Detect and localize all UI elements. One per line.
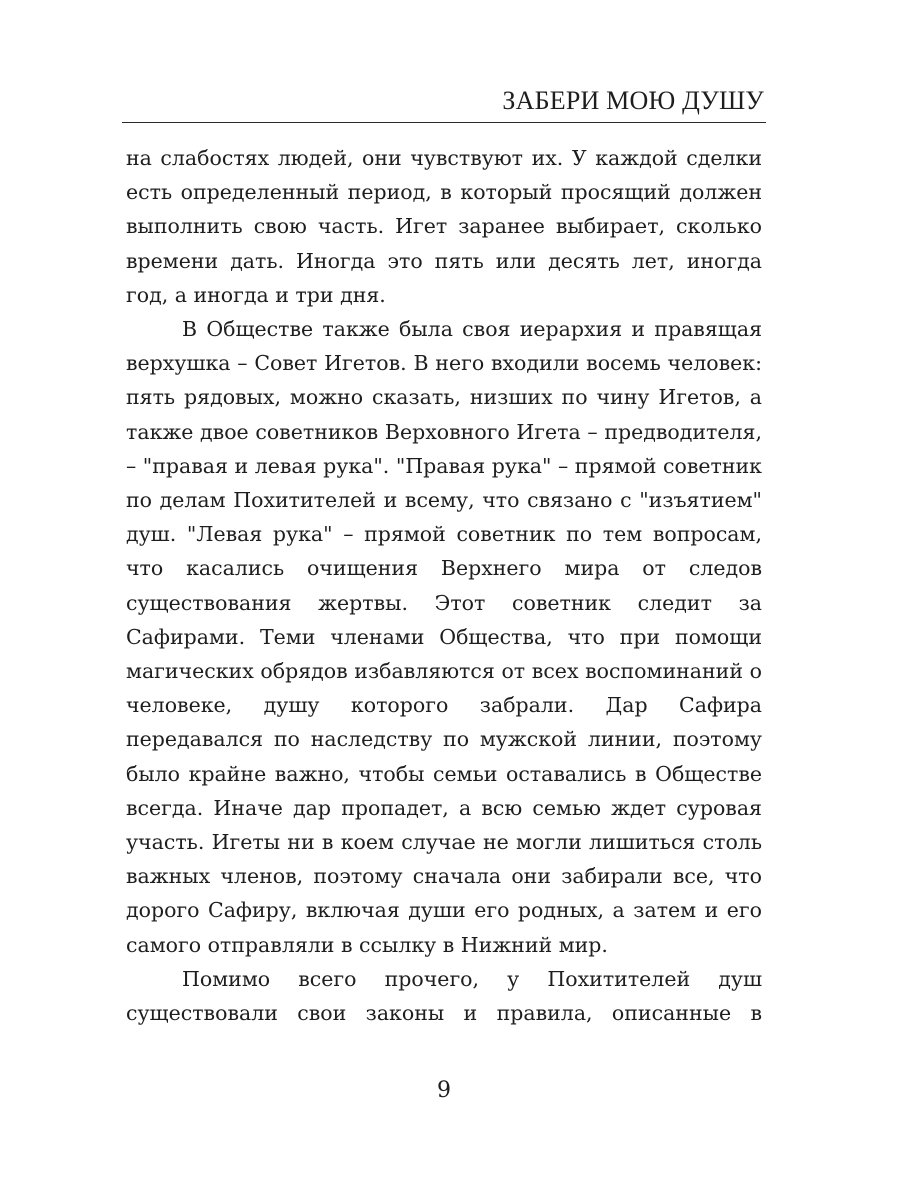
paragraph-hierarchy: В Обществе также была своя иерархия и правящая верхушка – Совет Игетов. В него входили восемь человек: пять рядовых, можно сказать, низших по чину Игетов, а также двое советников Верховного Игета – предводителя, – "правая и левая рука". "Правая рука" – прямой советник по делам Похитителей и всему, что связано с "изъятием" душ. "Левая рука" – прямой советник по тем вопросам, что касались очищения Верхнего мира от следов существования жертвы. Этот советник следит за Сафирами. Теми членами Общества, что при помощи магических обрядов избавляются от всех воспоминаний о человеке, душу которого забрали. Дар Сафира передавался по наследству по мужской линии, поэтому было крайне важно, чтобы семьи оставались в Обществе всегда. Иначе дар пропадет, а всю семью ждет суровая участь. Игеты ни в коем случае не могли лишиться столь важных членов, поэтому сначала они забирали все, что дорого Сафиру, включая души его родных, а затем и его самого отправляли в ссылку в Нижний мир. [126,317,762,957]
body-text [126,141,762,1030]
header-divider [122,122,766,123]
running-header: ЗАБЕРИ МОЮ ДУШУ [502,86,764,115]
paragraph-continuation: на слабостях людей, они чувствуют их. У каждой сделки есть определенный период, в который просящий должен выполнить свою часть. Игет заранее выбирает, сколько времени дать. Иногда это пять или десять лет, иногда год, а иногда и три дня. [126,146,762,307]
page-number: 9 [437,1078,451,1103]
paragraph-laws: Помимо всего прочего, у Похитителей душ существовали свои законы и правила, описанные в [126,966,762,1026]
